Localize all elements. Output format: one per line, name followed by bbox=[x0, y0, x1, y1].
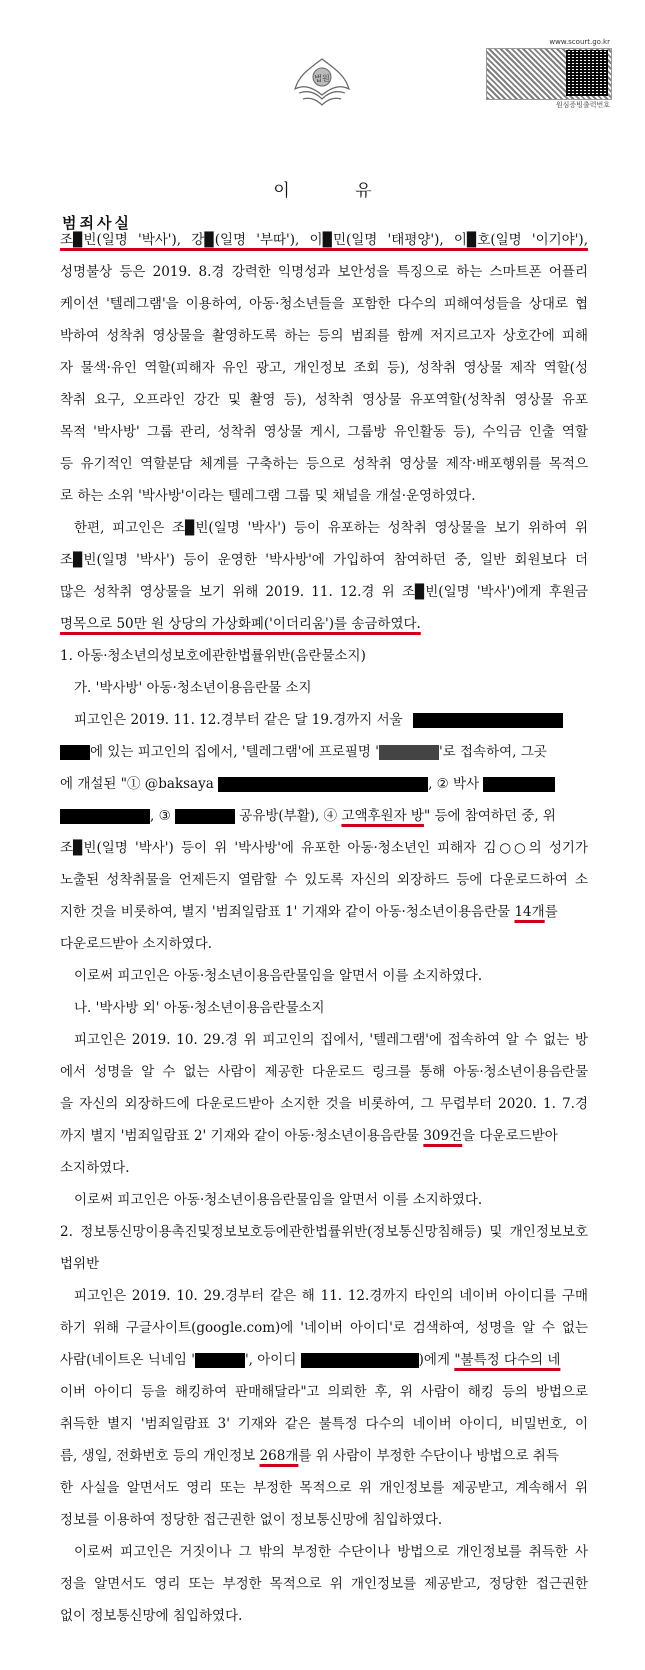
body-line: 조▉빈(일명 '박사') 등이 운영한 '박사방'에 가입하여 참여하던 중, 일반 회원보다 더 bbox=[60, 552, 588, 568]
emblem-label: 법원 bbox=[314, 74, 330, 83]
body-line: 이로써 피고인은 아동·청소년이용음란물임을 알면서 이를 소지하였다. bbox=[74, 1192, 483, 1208]
body-line: 이로써 피고인은 아동·청소년이용음란물임을 알면서 이를 소지하였다. bbox=[74, 968, 483, 984]
court-url: www.scourt.go.kr bbox=[549, 38, 610, 46]
body-line: 조▉빈(일명 '박사') 등이 위 '박사방'에 유포한 아동·청소년인 피해자 김○○의 성기가 bbox=[60, 840, 588, 856]
highlighted-count: 309건 bbox=[423, 1128, 463, 1144]
court-emblem-icon bbox=[289, 55, 355, 111]
body-line: 성명불상 등은 2019. 8.경 강력한 익명성과 보안성을 특징으로 하는 스마트폰 어플리 bbox=[60, 264, 588, 280]
section-heading: 범죄사실 bbox=[62, 214, 132, 232]
body-line: 명목으로 50만 원 상당의 가상화폐('이더리움')를 송금하였다. bbox=[60, 616, 421, 632]
redaction-block bbox=[483, 777, 555, 792]
body-line bbox=[60, 1350, 588, 1370]
body-text: 까지 별지 '범죄일람표 2' 기재와 같이 아동·청소년이용음란물 bbox=[60, 1128, 420, 1144]
body-line: 에서 성명을 알 수 없는 사람이 제공한 다운로드 링크를 통해 아동·청소년이용음란물 bbox=[60, 1064, 588, 1080]
qr-caption: 원심증빙출력번호 bbox=[555, 101, 610, 109]
body-line: 정보를 이용하여 정당한 접근권한 없이 정보통신망에 침입하였다. bbox=[60, 1512, 443, 1528]
body-text: )에게 bbox=[418, 1352, 451, 1368]
body-line: 취득한 별지 '범죄일람표 3' 기재와 같은 불특정 다수의 네이버 아이디, 비밀번호, 이 bbox=[60, 1416, 588, 1432]
body-text: 피고인은 2019. 11. 12.경부터 같은 달 19.경까지 서울 bbox=[74, 712, 403, 728]
body-text: 를 bbox=[544, 904, 558, 920]
body-line bbox=[60, 902, 588, 922]
body-line: 소지하였다. bbox=[60, 1160, 130, 1176]
body-text: 지한 것을 비롯하여, 별지 '범죄일람표 1' 기재와 같이 아동·청소년이용음란물 bbox=[60, 904, 511, 920]
body-text: 사람(네이트온 닉네임 ' bbox=[60, 1352, 195, 1368]
body-line: 이로써 피고인은 거짓이나 그 밖의 부정한 수단이나 방법으로 개인정보를 취득한 사 bbox=[74, 1544, 588, 1560]
body-line: 착취 요구, 오프라인 강간 및 촬영 등), 성착취 영상물 유포역할(성착취 영상물 유포 bbox=[60, 392, 588, 408]
body-line bbox=[60, 742, 588, 762]
body-text: 에 개설된 "① @baksaya bbox=[60, 776, 214, 792]
body-line: 정을 알면서도 영리 또는 부정한 목적으로 위 개인정보를 제공받고, 정당한 접근권한 bbox=[60, 1576, 588, 1592]
highlighted-text: 고액후원자 방 bbox=[341, 808, 424, 824]
body-text: 를 위 사람이 부정한 수단이나 방법으로 취득 bbox=[298, 1448, 559, 1464]
body-line: 노출된 성착취물을 언제든지 열람할 수 있도록 자신의 외장하드 등에 다운로드하여 소 bbox=[60, 872, 588, 888]
body-line: 자 물색·유인 역할(피해자 유인 광고, 개인정보 조회 등), 성착취 영상물 제작 역할(성 bbox=[60, 360, 588, 376]
redaction-block bbox=[195, 1353, 245, 1368]
redaction-block bbox=[413, 713, 563, 728]
section-subheading: 가. '박사방' 아동·청소년이용음란물 소지 bbox=[74, 680, 312, 696]
body-text: '로 접속하여, 그곳 bbox=[438, 744, 547, 760]
body-line: 목적 '박사방' 그룹 관리, 성착취 영상물 게시, 그룹방 유인활동 등), 수익금 인출 역할 bbox=[60, 424, 588, 440]
section-subheading: 나. '박사방 외' 아동·청소년이용음란물소지 bbox=[74, 1000, 325, 1016]
body-line bbox=[60, 1126, 588, 1146]
redaction-block bbox=[175, 809, 235, 824]
redaction-block bbox=[218, 777, 428, 792]
body-text: 름, 생일, 전화번호 등의 개인정보 bbox=[60, 1448, 256, 1464]
body-text: , ② 박사 bbox=[428, 776, 480, 792]
body-line: 을 자신의 외장하드에 다운로드받아 소지한 것을 비롯하여, 그 무렵부터 2020. 1. 7.경 bbox=[60, 1096, 588, 1112]
redaction-block bbox=[60, 745, 90, 760]
body-line bbox=[74, 710, 588, 730]
document-title: 이 유 bbox=[273, 181, 402, 201]
qr-code-icon bbox=[566, 50, 608, 96]
body-line: 없이 정보통신망에 침입하였다. bbox=[60, 1608, 243, 1624]
redaction-block bbox=[60, 809, 150, 824]
body-line: 등 유기적인 역할분담 체계를 구축하는 등으로 성착취 영상물 제작·배포행위를 목적으 bbox=[60, 456, 588, 472]
body-line: 이버 아이디 등을 해킹하여 판매해달라"고 의뢰한 후, 위 사람이 해킹 등의 방법으로 bbox=[60, 1384, 588, 1400]
body-text: 을 다운로드받아 bbox=[462, 1128, 558, 1144]
section-subheading: 1. 아동·청소년의성보호에관한법률위반(음란물소지) bbox=[60, 648, 366, 664]
body-line: 피고인은 2019. 10. 29.경 위 피고인의 집에서, '텔레그램'에 접속하여 알 수 없는 방 bbox=[74, 1032, 588, 1048]
body-text: 공유방(부활), ④ bbox=[239, 808, 338, 824]
body-line: 로 하는 소위 '박사방'이라는 텔레그램 그룹 및 채널을 개설·운영하였다. bbox=[60, 488, 476, 504]
redaction-block bbox=[379, 745, 439, 760]
body-line: 박하여 성착취 영상물을 촬영하도록 하는 등의 범죄를 함께 저지르고자 상호간에 피해 bbox=[60, 328, 588, 344]
body-line bbox=[60, 774, 588, 794]
highlighted-count: 14개 bbox=[514, 904, 545, 920]
body-line bbox=[60, 1446, 588, 1466]
body-line: 한편, 피고인은 조▉빈(일명 '박사') 등이 유포하는 성착취 영상물을 보기 위하여 위 bbox=[74, 520, 588, 536]
redaction-block bbox=[301, 1353, 419, 1368]
body-text: ', 아이디 bbox=[244, 1352, 297, 1368]
body-text: , ③ bbox=[150, 808, 171, 824]
body-text: 에 있는 피고인의 집에서, '텔레그램'에 프로필명 ' bbox=[90, 744, 379, 760]
section-subheading: 법위반 bbox=[60, 1256, 100, 1272]
highlighted-text: "불특정 다수의 네 bbox=[454, 1352, 561, 1368]
section-subheading: 2. 정보통신망이용촉진및정보보호등에관한법률위반(정보통신망침해등) 및 개인정보보호 bbox=[60, 1224, 588, 1240]
body-line: 피고인은 2019. 10. 29.경부터 같은 해 11. 12.경까지 타인의 네이버 아이디를 구매 bbox=[74, 1288, 588, 1304]
body-line: 케이션 '텔레그램'을 이용하여, 아동·청소년들을 포함한 다수의 피해여성들을 상대로 협 bbox=[60, 296, 588, 312]
body-line: 하기 위해 구글사이트(google.com)에 '네이버 아이디'로 검색하여, 성명을 알 수 없는 bbox=[60, 1320, 588, 1336]
body-line: 다운로드받아 소지하였다. bbox=[60, 936, 213, 952]
body-line bbox=[60, 806, 588, 826]
body-line: 조▉빈(일명 '박사'), 강▉(일명 '부따'), 이▉민(일명 '태평양'), 이▉호(일명 '이기야'), bbox=[60, 232, 588, 248]
body-line: 한 사실을 알면서도 영리 또는 부정한 목적으로 위 개인정보를 제공받고, 계속해서 위 bbox=[60, 1480, 588, 1496]
body-line: 많은 성착취 영상물을 보기 위해 2019. 11. 12.경 위 조▉빈(일명 '박사')에게 후원금 bbox=[60, 584, 588, 600]
highlighted-count: 268개 bbox=[259, 1448, 299, 1464]
body-text: " 등에 참여하던 중, 위 bbox=[423, 808, 556, 824]
